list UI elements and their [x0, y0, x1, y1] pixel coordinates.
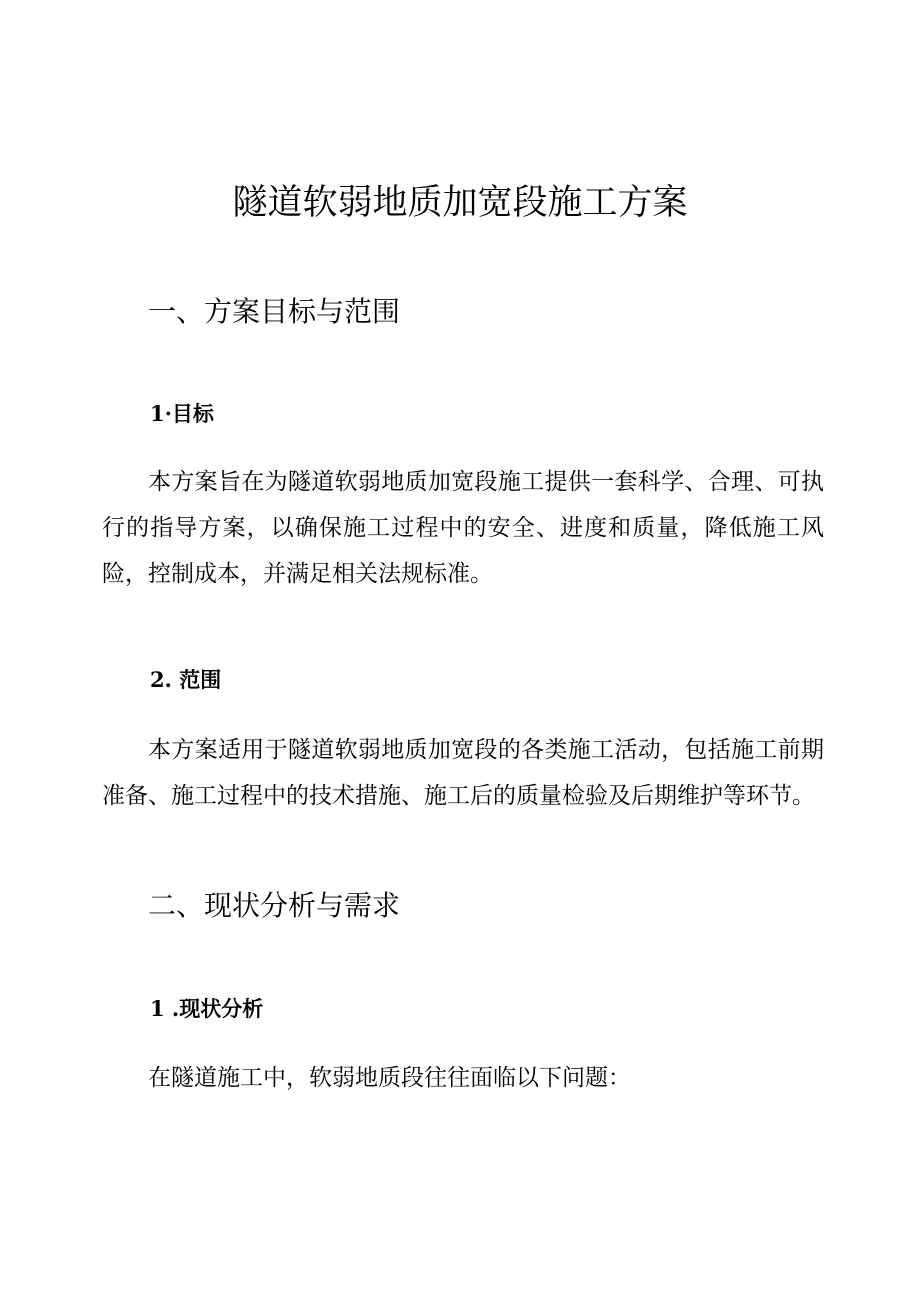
paragraph-scope: 本方案适用于隧道软弱地质加宽段的各类施工活动，包括施工前期准备、施工过程中的技术措施、施工后的质量检验及后期维护等环节。 — [102, 737, 824, 809]
section-heading-2: 二、现状分析与需求 — [148, 889, 401, 922]
paragraph-status: 在隧道施工中，软弱地质段往往面临以下问题： — [148, 1065, 631, 1091]
paragraph-goal: 本方案旨在为隧道软弱地质加宽段施工提供一套科学、合理、可执行的指导方案，以确保施工过程中的安全、进度和质量，降低施工风险，控制成本，并满足相关法规标准。 — [102, 469, 824, 587]
subsection-heading-2-1: 1 .现状分析 — [150, 996, 264, 1021]
section-heading-1: 一、方案目标与范围 — [148, 295, 401, 328]
document-title: 隧道软弱地质加宽段施工方案 — [232, 183, 688, 223]
subsection-heading-1-2: 2. 范围 — [150, 667, 222, 692]
subsection-heading-1-1: 1·目标 — [150, 401, 214, 426]
